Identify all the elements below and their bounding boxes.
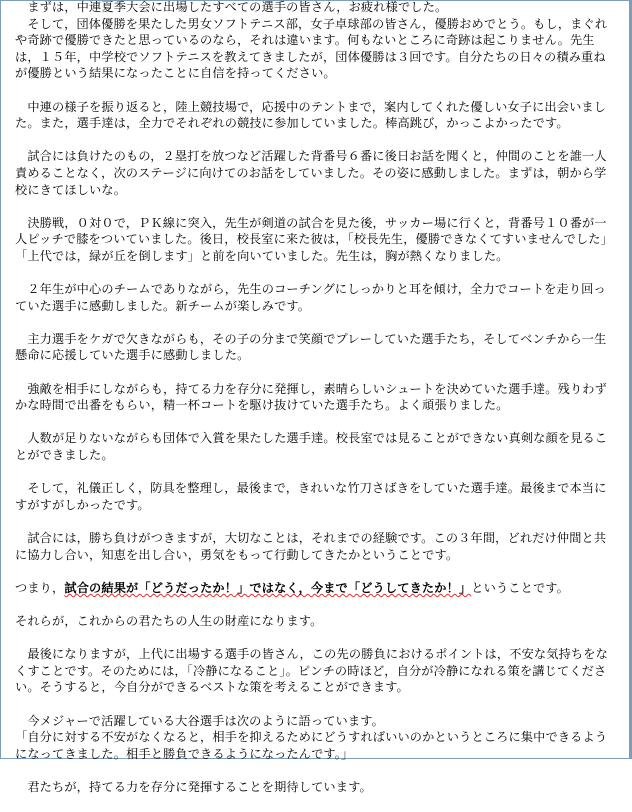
paragraph: 中連の様子を振り返ると，陸上競技場で，応援中のテントまで，案内してくれた優しい女子に出会いました。また，選手達は，全力でそれぞれの競技に参加していました。棒高跳び，かっこよかったです。 [15,99,607,131]
paragraph: 主力選手をケガで欠きながらも，その子の分まで笑顔でプレーしていた選手たち，そしてベンチから一生懸命に応援していた選手に感動しました。 [15,331,607,363]
emphasis-highlight: 試合の結果が「どうだったか！」ではなく，今まで「どうしてきたか！」 [64,580,472,595]
emphasis-paragraph [15,580,617,597]
paragraph: そして，礼儀正しく，防具を整理し，最後まで，きれいな竹刀さばきをしていた選手達。最後まで本当にすがすがしかったです。 [15,481,607,512]
text-line: そして，団体優勝を果たした男女ソフトテニス部，女子卓球部の皆さん，優勝おめでとう。もし，まぐれや奇跡で優勝できたと思っているのなら，それは違います。何もないところに奇跡は起こりません。先生は，１５年，中学校でソフトテニスを教えてきましたが，団体優勝は３回です。自分たちの日々の積み重ねが優勝という結果になったことに自信を持ってください。 [15,16,608,81]
paragraph: 人数が足りないながらも団体で入賞を果たした選手達。校長室では見ることができない真剣な顔を見ることができました。 [15,431,608,463]
paragraph: ２年生が中心のチームでありながら，先生のコーチングにしっかりと耳を傾け，全力でコートを走り回っていた選手に感動しました。新チームが楽しみです。 [15,282,606,313]
quote-intro: 今メジャーで活躍している大谷選手は次のように語っています。 [15,713,384,728]
text-line: まずは，中連夏季大会に出場したすべての選手の皆さん，お疲れ様でした。 [15,0,448,14]
paragraph: 強敵を相手にしながらも，持てる力を存分に発揮し，素晴らしいシュートを決めていた選手達。残りわずかな時間で出番をもらい，精一杯コートを駆け抜けていた選手たち。よく頑張りました。 [15,381,607,413]
paragraph: 試合には負けたのもの，２塁打を放つなど活躍した背番号６番に後日お話を聞くと，仲間のことを誰一人責めることなく，次のステージに向けてのお話をしていました。その姿に感動しました。まずは，朝から学校にきてほしいな。 [15,149,607,197]
paragraph: それらが，これからの君たちの人生の財産になります。 [15,613,323,628]
quote: 「自分に対する不安がなくなると，相手を抑えるためにどうすればいいのかというところに集中できるようになってきました。相手と勝負できるようになったんです。」 [15,730,608,761]
emphasis-suffix: ということです。 [471,580,569,595]
paragraph: 試合には，勝ち負けがつきますが，大切なことは，それまでの経験です。この３年間，どれだけ仲間と共に協力し合い，知恵を出し合い，勇気をもって行動してきたかということです。 [15,531,607,562]
paragraph: 最後になりますが，上代に出場する選手の皆さん，この先の勝負におけるポイントは，不安な気持ちをなくすことです。そのためには，「冷静になること」。ピンチの時ほど，自分が冷静になれる策を講じてください。そうすると，今自分ができるベストな策を考えることができます。 [15,647,608,695]
emphasis-prefix: つまり， [15,580,65,595]
paragraph: 決勝戦，０対０で，ＰＫ線に突入，先生が剣道の試合を見た後，サッカー場に行くと，背番号１０番が一人ピッチで膝をついていました。後日，校長室に来た彼は，「校長先生，優勝できなくてすいませんでした」「上代では，緑が丘を倒します」と前を向いていました。先生は，胸が熱くなりました。 [15,215,613,263]
document-body [15,0,617,812]
paragraph [15,0,617,82]
closing-line: 君たちが，持てる力を存分に発揮することを期待しています。 [15,779,372,794]
